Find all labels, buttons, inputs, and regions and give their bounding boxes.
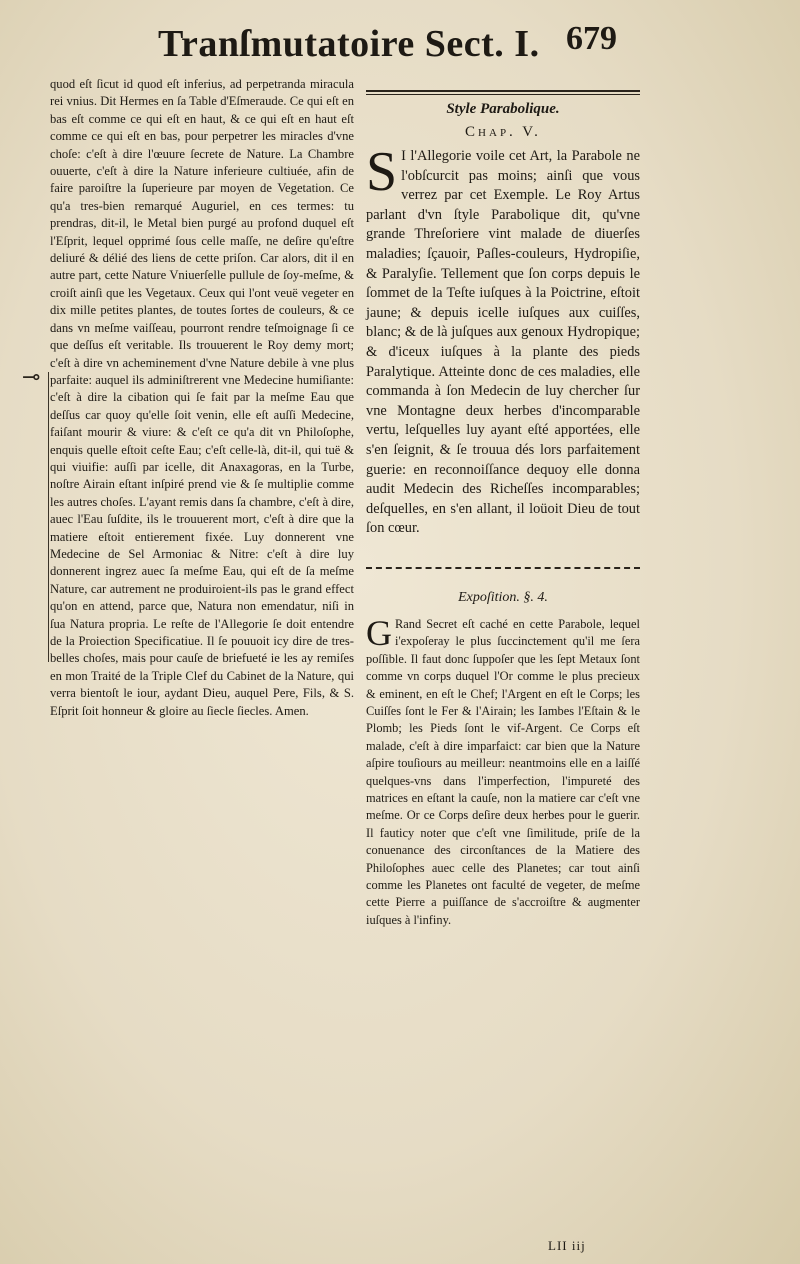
chapter-paragraph — [366, 141, 640, 539]
margin-pointer-mark: ⊸ — [22, 364, 41, 389]
section-separator — [366, 567, 640, 572]
exposition-title: Expoſition. §. 4. — [458, 589, 548, 605]
bleed-through-text — [650, 56, 800, 476]
left-column — [50, 76, 354, 720]
section-title: Style Parabolique. — [446, 101, 560, 117]
chapter-title: Chap. V. — [465, 124, 541, 140]
chapter-text: I l'Allegorie voile cet Art, la Parabole ne l'obſcurcit pas moins; ainſi que vous verrez par cet Exemple. Le Roy Artus parlant d'vn ſtyle Parabolique dit, qu'vne grande Threſoriere vint malade de diuerſes maladies; ſçauoir, Paſles-couleurs, Hydropiſie, & Paralyſie. Tellement que ſon corps depuis le ſommet de la Teſte iuſques à la Poictrine, eſtoit jaune; & depuis icelle iuſques aux cuiſſes, blanc; & de là juſques aux genoux Hydropique; & d'iceux iuſques à la plante des pieds Paralytique. Atteinte donc de ces maladies, elle commanda à ſon Medecin de luy chercher ſur vne Montagne deux herbes d'incomparable vertu, leſquelles luy ayant eſté apportées, elle s'en ſeignit, & ſe trouua dés lors parfaitement guerie: en reconnoiſſance dequoy elle donna audit Medecin des Richeſſes incomparables; deſquelles, en s'en allant, il loüoit Dieu de tout ſon cœur. — [366, 148, 640, 537]
left-column-text: quod eſt ſicut id quod eſt inferius, ad perpetranda miracula rei vnius. Dit Hermes en ſa Table d'Eſmeraude. Ce qui eſt en bas eſt comme ce qui eſt en haut, & ce qui eſt en haut eſt comme ce qui eſt en bas, pour perpetrer les miracles d'vne choſe: c'eſt à dire l'œuure ſecrete de Nature. La Chambre ouuerte, c'eſt à dire la Nature inferieure cultiuée, afin de faire paroiſtre la ſuperieure par moyen de Vegetation. Ce qu'a tres-bien remarqué Auguriel, en ces termes: tu prendras, dit-il, le Metal bien purgé au profond duquel eſt l'Eſprit, lequel opprimé ſous celle maſſe, ne deſire qu'eſtre deliuré & délié des liens de cette priſon. Car alors, dit il en autre part, cette Nature Vniuerſelle pullule de ſoy-meſme, & croiſt ainſi que les Vegetaux. Ceux qui l'ont veuë vegeter en dix mille petites plantes, de toutes ſortes de couleurs, & ce dans vn meſme vaiſſeau, pourront rendre teſmoignage ſi ce que deſſus eſt veritable. Ils trouuerent le Roy demy mort; c'eſt à dire vn acheminement d'vne Nature debile à vne plus parfaite: auquel ils adminiſtrerent vne Medecine humiſiante: c'eſt à dire la cibation qui ſe fait par la meſme Eau que deſſus car quoy qu'elle ſoit venin, elle eſt auſſi Medecine, faiſant mourir & viure: & c'eſt ce qu'a dit vn Philoſophe, enquis quelle eſtoit ceſte Eau; c'eſt celle-là, dit-il, qui tuë & qui viuifie: auſſi par icelle, dit Anaxagoras, en la Turbe, noſtre Airain eſtant inſpiré prend vie & ſe multiplie comme les autres choſes. L'ayant remis dans ſa chambre, c'eſt à dire, auec l'Eau ſuſdite, ils le trouuerent mort, c'eſt à dire que la matiere eſtoit entierement fixée. Luy donnerent vne Medecine de Sel Armoniac & Nitre: c'eſt à dire luy donnerent ingrez auec ſa meſme Eau, qui eſt de ſa meſme Nature, car autrement ne produiroient-ils pas le grand effect qu'on en attend, parce que, Natura non emendatur, niſi in ſua Natura propria. Le reſte de l'Allegorie ſe doit entendre de la Proiection Specificatiue. Il ſe pouuoit icy dire de tres-belles choſes, mais pour cauſe de briefueté ie les ay remiſes en mon Traité de la Triple Clef du Cabinet de la Nature, qui verra bientoſt le iour, aydant Dieu, auquel Pere, Fils, & S. Eſprit ſoit honneur & gloire au ſiecle ſiecles. Amen. — [50, 77, 354, 718]
exposition-text: Rand Secret eſt caché en cette Parabole, lequel i'expoſeray le plus ſuccinctement qu'il me ſera poſſible. Il faut donc ſuppoſer que les ſept Metaux ſont comme vn corps duquel l'Or comme le plus precieux & eminent, en eſt le Chef; l'Argent en eſt le Corps; les Cuiſſes ſont le Fer & l'Airain; les Iambes l'Eſtain & le Plomb; les Pieds ſont le vif-Argent. Ce Corps eſt malade, c'eſt à dire imparfaict: car bien que la Nature aſpire touſiours au meilleur: neantmoins elle en a laiſſé quelques-vns dans l'imperfection, l'impureté des matrices en eſtant la cauſe, non la matiere car c'eſt vne meſme. Or ce Corps deſire deux herbes pour le guerir. Il fauticy noter que c'eſt vne ſimilitude, priſe de la conuenance des circonſtances de la Matiere des Philoſophes auec celle des Planetes; car tout ainſi comme les Planetes ont faculté de vegeter, de meſme cette Pierre a puiſſance de s'accroiſtre & augmenter iuſques à l'infiny. — [366, 616, 640, 927]
exposition-paragraph — [366, 612, 640, 929]
chapter-dropcap: S — [366, 141, 398, 203]
page-number: 679 — [566, 20, 617, 57]
margin-line — [48, 372, 49, 662]
running-head: Tranſmutatoire Sect. I. — [158, 23, 540, 65]
signature-mark: LII iij — [548, 1238, 586, 1253]
right-column — [366, 90, 640, 929]
header-rule — [366, 90, 640, 95]
exposition-dropcap: G — [366, 612, 392, 653]
